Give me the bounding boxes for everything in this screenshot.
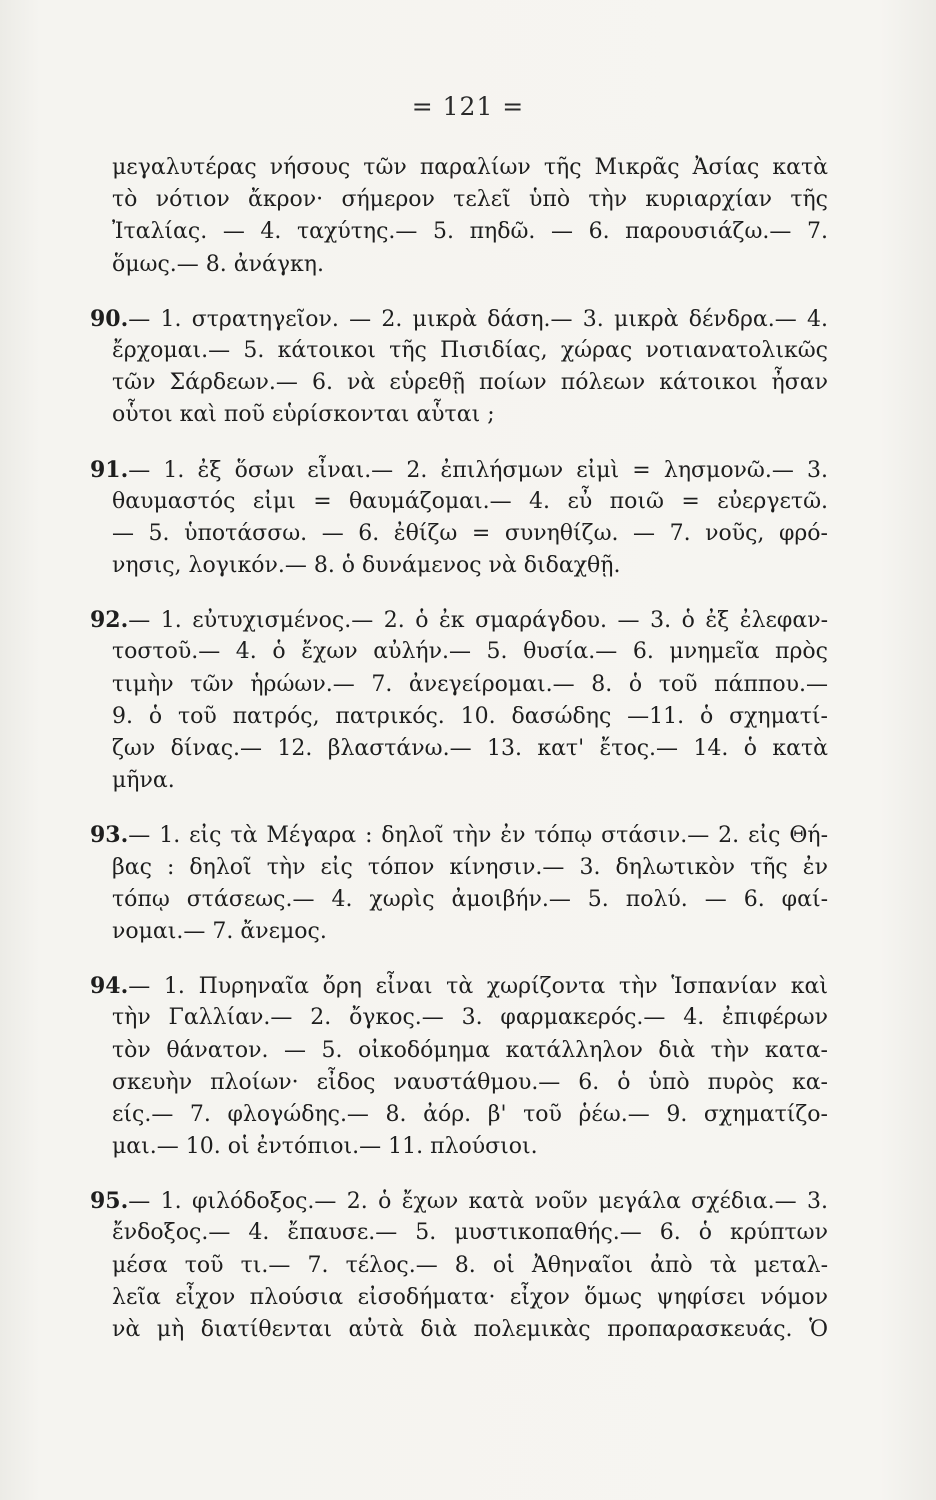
text-line-content: — 1. εὐτυχισμένος.— 2. ὁ ἐκ σμαράγδου. — 3. ὁ ἐξ ἐλεφαν- bbox=[128, 608, 828, 634]
text-line-content: — 1. Πυρηναῖα ὄρη εἶναι τὰ χωρίζοντα τὴν Ἱσπανίαν καὶ bbox=[128, 974, 828, 1000]
text-line: ἔνδοξος.— 4. ἔπαυσε.— 5. μυστικοπαθής.— 6. ὁ κρύπτων bbox=[112, 1220, 828, 1246]
text-line: βας : δηλοῖ τὴν εἰς τόπον κίνησιν.— 3. δηλωτικὸν τῆς ἐν bbox=[112, 854, 828, 880]
entry-continuation bbox=[112, 152, 828, 281]
entry-number: 95. bbox=[90, 1188, 129, 1215]
text-line: ὅμως.— 8. ἀνάγκη. bbox=[112, 251, 324, 277]
text-line bbox=[90, 819, 828, 851]
text-line: σκευὴν πλοίων· εἶδος ναυστάθμου.— 6. ὁ ὑπὸ πυρὸς κα- bbox=[112, 1069, 828, 1095]
answers-text bbox=[90, 152, 828, 1346]
text-line: οὗτοι καὶ ποῦ εὑρίσκονται αὗται ; bbox=[112, 402, 495, 428]
entry-91 bbox=[90, 454, 828, 583]
text-line: τὸν θάνατον. — 5. οἰκοδόμημα κατάλληλον διὰ τὴν κατα- bbox=[112, 1037, 828, 1063]
text-line: ἔρχομαι.— 5. κάτοικοι τῆς Πισιδίας, χώρας νοτιανατολικῶς bbox=[112, 337, 828, 363]
text-line: τὴν Γαλλίαν.— 2. ὄγκος.— 3. φαρμακερός.— 4. ἐπιφέρων bbox=[112, 1005, 828, 1031]
entry-number: 90. bbox=[90, 305, 129, 332]
text-line: ζων δίνας.— 12. βλαστάνω.— 13. κατ' ἔτος.— 14. ὁ κατὰ bbox=[112, 736, 828, 761]
text-line bbox=[90, 1185, 828, 1217]
entry-number: 91. bbox=[90, 456, 129, 483]
text-line: τῶν Σάρδεων.— 6. νὰ εὑρεθῇ ποίων πόλεων κάτοικοι ἦσαν bbox=[112, 370, 828, 396]
entry-number: 92. bbox=[90, 607, 129, 634]
text-line: νομαι.— 7. ἄνεμος. bbox=[112, 918, 327, 944]
text-line: νησις, λογικόν.— 8. ὁ δυνάμενος νὰ διδαχθῇ. bbox=[112, 553, 621, 579]
text-line: μαι.— 10. οἱ ἐντόπιοι.— 11. πλούσιοι. bbox=[112, 1134, 538, 1160]
text-line-content: — 1. φιλόδοξος.— 2. ὁ ἔχων κατὰ νοῦν μεγάλα σχέδια.— 3. bbox=[128, 1189, 828, 1215]
text-line: τοστοῦ.— 4. ὁ ἔχων αὐλήν.— 5. θυσία.— 6. μνημεῖα πρὸς bbox=[112, 639, 828, 665]
text-line: Ἰταλίας. — 4. ταχύτης.— 5. πηδῶ. — 6. παρουσιάζω.— 7. bbox=[112, 219, 828, 245]
text-line bbox=[90, 454, 828, 486]
entry-95 bbox=[90, 1185, 828, 1346]
text-line: νὰ μὴ διατίθενται αὐτὰ διὰ πολεμικὰς προπαρασκευάς. Ὁ bbox=[112, 1317, 828, 1342]
text-line: θαυμαστός εἰμι = θαυμάζομαι.— 4. εὖ ποιῶ = εὐεργετῶ. bbox=[112, 488, 828, 514]
text-line bbox=[90, 970, 828, 1002]
text-line: τόπῳ στάσεως.— 4. χωρὶς ἀμοιβήν.— 5. πολύ. — 6. φαί- bbox=[112, 886, 828, 912]
text-line: — 5. ὑποτάσσω. — 6. ἐθίζω = συνηθίζω. — 7. νοῦς, φρό- bbox=[112, 520, 828, 546]
text-line: μέσα τοῦ τι.— 7. τέλος.— 8. οἱ Ἀθηναῖοι ἀπὸ τὰ μεταλ- bbox=[112, 1252, 828, 1278]
text-line-content: — 1. στρατηγεῖον. — 2. μικρὰ δάση.— 3. μικρὰ δένδρα.— 4. bbox=[128, 306, 828, 332]
text-line: είς.— 7. φλογώδης.— 8. ἀόρ. β' τοῦ ῥέω.— 9. σχηματίζο- bbox=[112, 1101, 828, 1127]
entry-93 bbox=[90, 819, 828, 948]
text-line: μῆνα. bbox=[112, 768, 175, 794]
page-number: = 121 = bbox=[411, 92, 525, 121]
entry-number: 93. bbox=[90, 822, 129, 849]
entry-90 bbox=[90, 303, 828, 432]
text-line bbox=[90, 604, 828, 636]
text-line: τὸ νότιον ἄκρον· σήμερον τελεῖ ὑπὸ τὴν κυριαρχίαν τῆς bbox=[112, 187, 828, 213]
text-line: λεῖα εἶχον πλούσια εἰσοδήματα· εἶχον ὅμως ψηφίσει νόμον bbox=[112, 1284, 828, 1310]
text-line: 9. ὁ τοῦ πατρός, πατρικός. 10. δασώδης —11. ὁ σχηματί- bbox=[112, 703, 828, 729]
text-line: τιμὴν τῶν ἡρώων.— 7. ἀνεγείρομαι.— 8. ὁ τοῦ πάππου.— bbox=[112, 671, 828, 697]
entry-94 bbox=[90, 970, 828, 1163]
text-line-content: — 1. εἰς τὰ Μέγαρα : δηλοῖ τὴν ἐν τόπῳ στάσιν.— 2. εἰς Θή- bbox=[128, 823, 828, 849]
entry-number: 94. bbox=[90, 973, 129, 1000]
text-line bbox=[90, 303, 828, 335]
entry-92 bbox=[90, 604, 828, 797]
text-line: μεγαλυτέρας νήσους τῶν παραλίων τῆς Μικρᾶς Ἀσίας κατὰ bbox=[112, 155, 828, 180]
text-line-content: — 1. ἐξ ὅσων εἶναι.— 2. ἐπιλήσμων εἰμὶ = λησμονῶ.— 3. bbox=[128, 457, 828, 483]
